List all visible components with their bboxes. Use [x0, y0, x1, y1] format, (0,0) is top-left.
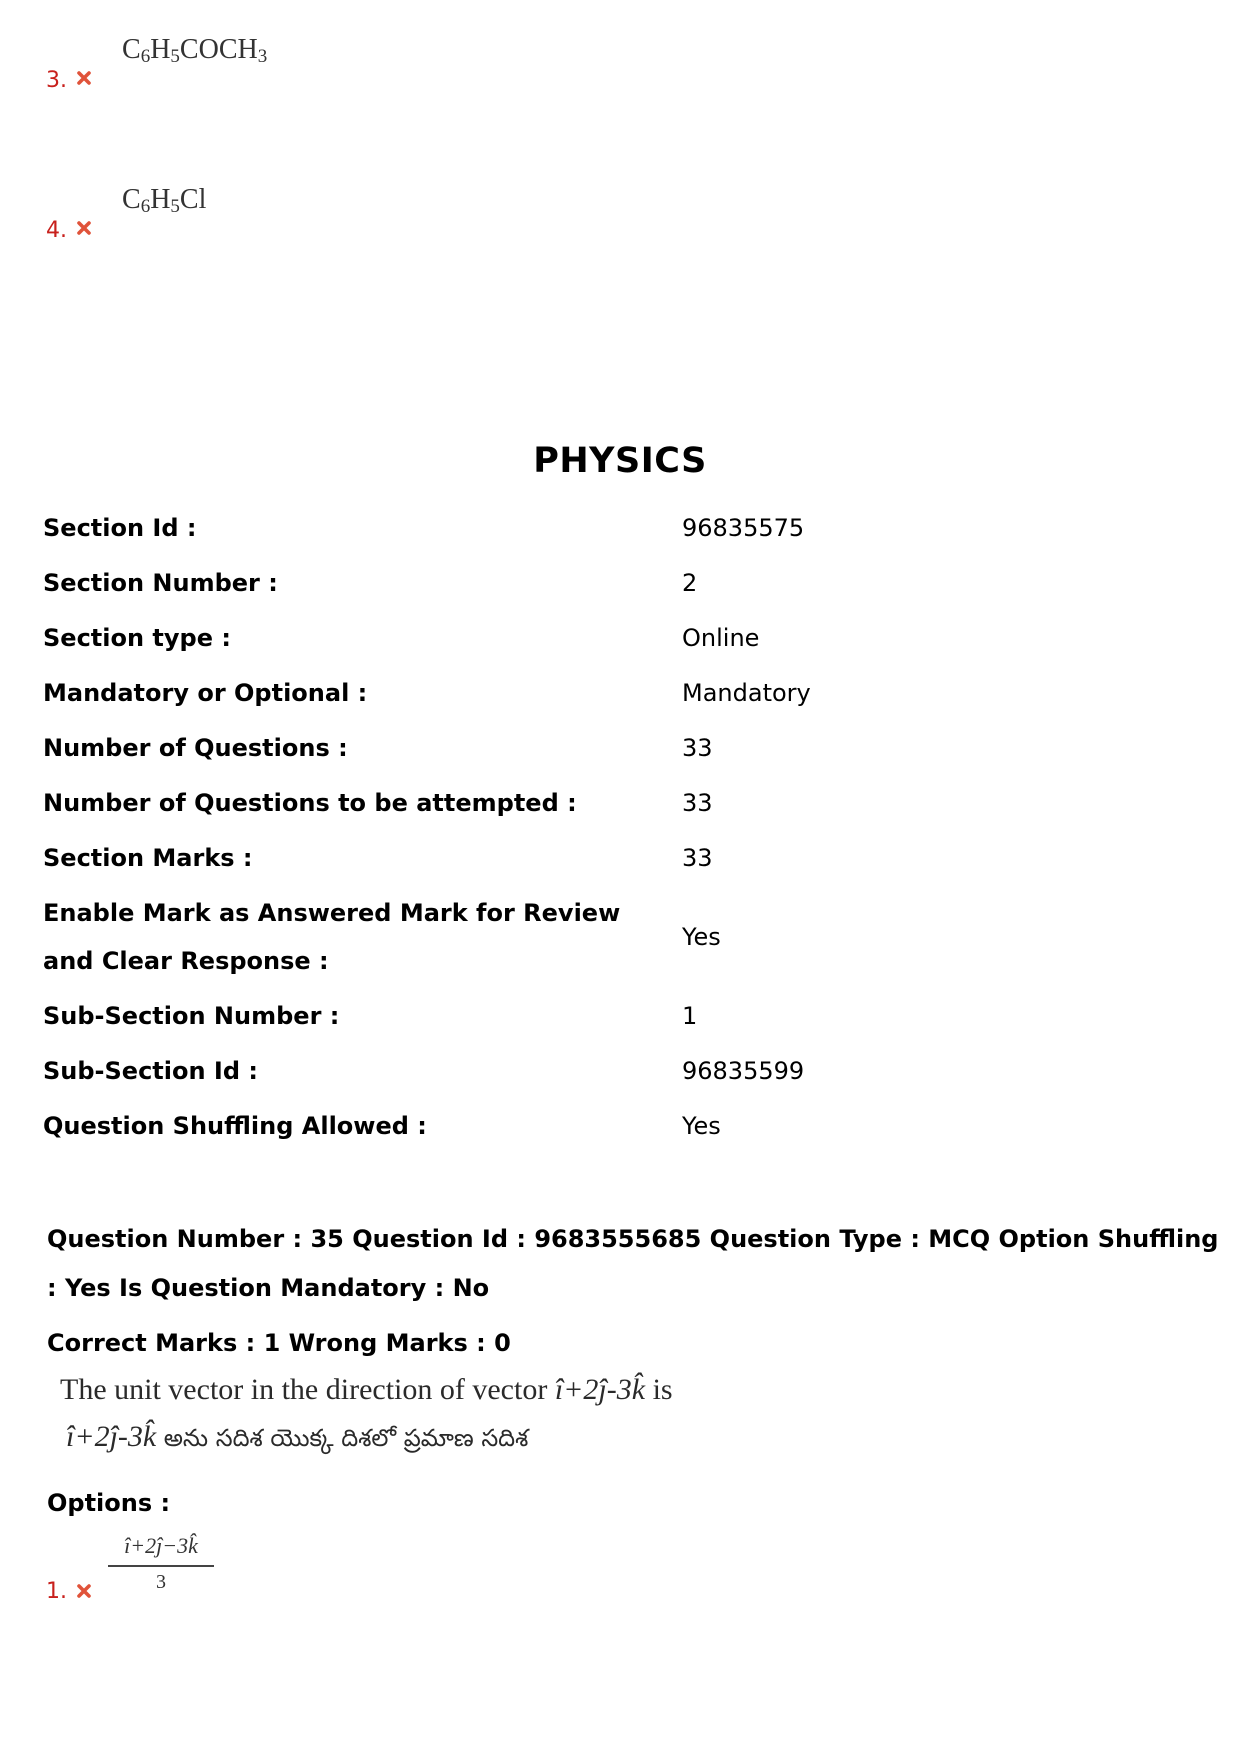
- info-value: 33: [682, 789, 713, 817]
- question-marks: Correct Marks : 1 Wrong Marks : 0: [47, 1329, 511, 1357]
- question-text-prefix: The unit vector in the direction of vector: [60, 1373, 548, 1406]
- info-label: Question Shuffling Allowed :: [43, 1112, 427, 1140]
- section-title: PHYSICS: [533, 441, 707, 481]
- options-label: Options :: [47, 1489, 171, 1517]
- option-3-formula: $C_6H_5COCH_3$: [122, 34, 268, 67]
- info-value: Yes: [682, 1112, 721, 1140]
- question-text-english: [60, 1373, 673, 1407]
- cross-icon: [76, 70, 92, 86]
- option-1-number: 1.: [46, 1579, 67, 1604]
- info-label: Section Id :: [43, 514, 197, 542]
- fraction-numerator: î+2ĵ−3k̂: [108, 1533, 214, 1567]
- question-text-telugu-suffix: అను సదిశ యొక్క దిశలో ప్రమాణ సదిశ: [163, 1424, 529, 1452]
- info-label: Enable Mark as Answered Mark for Review and Clear Response :: [43, 899, 621, 975]
- option-4-formula: $C_6H_5Cl$: [122, 184, 207, 217]
- info-label: Section type :: [43, 624, 231, 652]
- info-value: 1: [682, 1002, 698, 1030]
- info-label: Number of Questions :: [43, 734, 348, 762]
- info-value: 33: [682, 844, 713, 872]
- cross-icon: [76, 1583, 92, 1599]
- cross-icon: [76, 220, 92, 236]
- question-vector: î+2ĵ-3k̂: [66, 1420, 157, 1453]
- info-value: 96835599: [682, 1057, 805, 1085]
- info-label: Section Number :: [43, 569, 278, 597]
- question-vector: î+2ĵ-3k̂: [554, 1373, 646, 1406]
- option-1-fraction: [108, 1533, 214, 1594]
- option-3-number: 3.: [46, 68, 67, 93]
- info-value: Yes: [682, 923, 721, 951]
- info-value: 33: [682, 734, 713, 762]
- question-text-suffix: is: [652, 1373, 673, 1406]
- info-label: Sub-Section Id :: [43, 1057, 258, 1085]
- fraction-denominator: 3: [156, 1571, 166, 1593]
- option-4-number: 4.: [46, 218, 67, 243]
- info-value: 2: [682, 569, 698, 597]
- info-value: 96835575: [682, 514, 805, 542]
- info-label: Section Marks :: [43, 844, 253, 872]
- info-label: Sub-Section Number :: [43, 1002, 340, 1030]
- info-value: Online: [682, 624, 760, 652]
- info-value: Mandatory: [682, 679, 811, 707]
- question-text-telugu: [66, 1420, 528, 1458]
- info-label: Number of Questions to be attempted :: [43, 789, 577, 817]
- info-label: Mandatory or Optional :: [43, 679, 368, 707]
- question-meta: Question Number : 35 Question Id : 9683555685 Question Type : MCQ Option Shuffling : Yes Is Question Mandatory : No: [47, 1225, 1219, 1302]
